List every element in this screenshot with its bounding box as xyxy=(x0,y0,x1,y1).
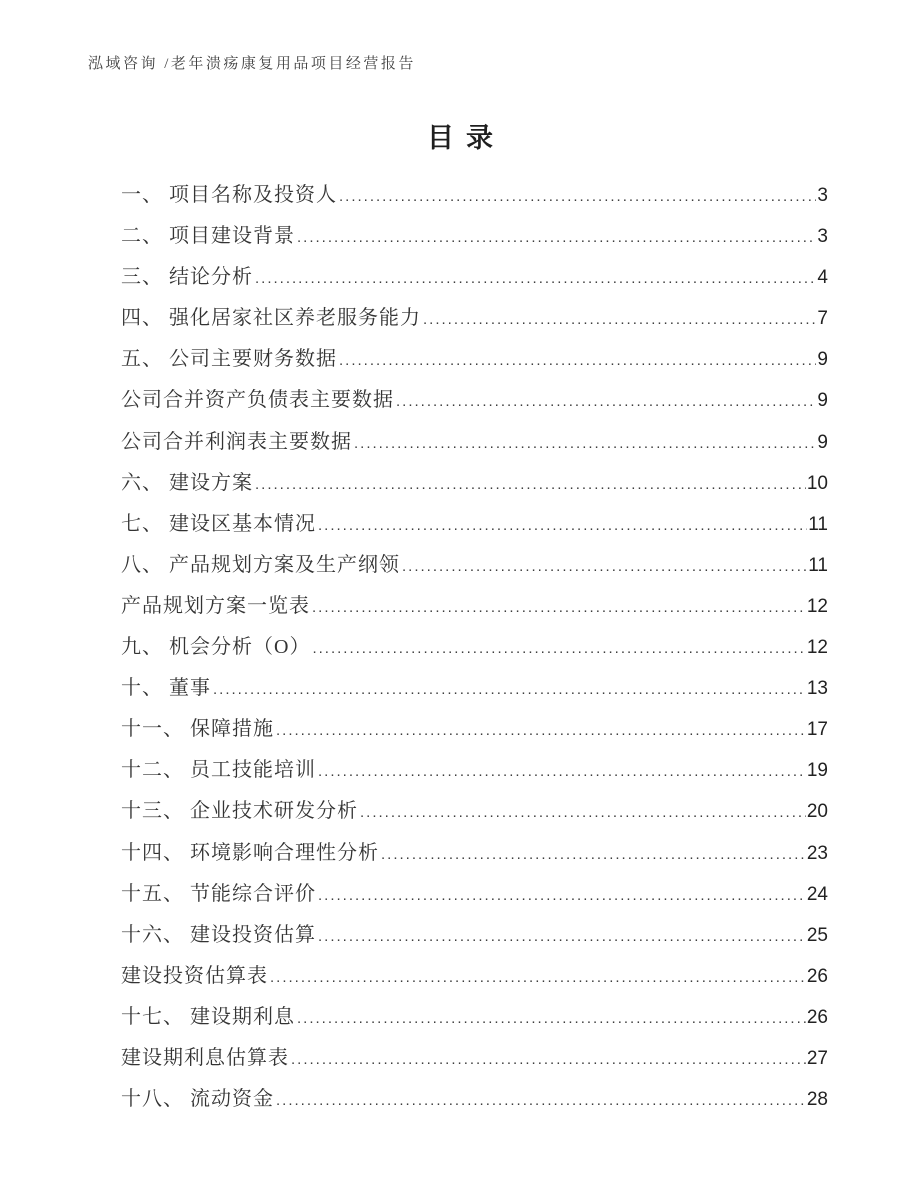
toc-entry[interactable] xyxy=(121,700,828,741)
toc-entry-page: 10 xyxy=(806,472,828,494)
toc-entry-page: 25 xyxy=(806,924,828,946)
toc-leader-dots xyxy=(339,352,816,370)
toc-entry-label: 十八、 流动资金 xyxy=(121,1088,274,1111)
toc-entry-label: 公司合并资产负债表主要数据 xyxy=(121,389,394,412)
toc-entry[interactable] xyxy=(121,371,828,412)
toc-entry-page: 28 xyxy=(806,1089,828,1111)
toc-entry-page: 7 xyxy=(817,308,828,330)
toc-entry-page: 12 xyxy=(806,637,828,659)
toc-entry[interactable] xyxy=(121,536,828,577)
toc-entry-label: 八、 产品规划方案及生产纲领 xyxy=(121,553,400,576)
toc-entry[interactable] xyxy=(121,454,828,495)
toc-entry[interactable] xyxy=(121,1070,828,1111)
toc-leader-dots xyxy=(297,229,816,247)
toc-entry-label: 九、 机会分析（O） xyxy=(121,636,311,659)
toc-entry[interactable] xyxy=(121,248,828,289)
toc-entry-label: 公司合并利润表主要数据 xyxy=(121,430,352,453)
toc-leader-dots xyxy=(276,1092,806,1110)
toc-entry[interactable] xyxy=(121,577,828,618)
toc-entry[interactable] xyxy=(121,166,828,207)
toc-entry[interactable] xyxy=(121,495,828,536)
toc-entry-label: 三、 结论分析 xyxy=(121,266,253,289)
toc-leader-dots xyxy=(354,435,816,453)
toc-leader-dots xyxy=(339,188,816,206)
toc-leader-dots xyxy=(381,846,806,864)
toc-leader-dots xyxy=(423,311,816,329)
toc-entry[interactable] xyxy=(121,330,828,371)
toc-entry-label: 一、 项目名称及投资人 xyxy=(121,184,337,206)
toc-entry[interactable] xyxy=(121,207,828,248)
toc-entry-page: 9 xyxy=(817,390,828,412)
toc-entry-page: 27 xyxy=(806,1047,828,1069)
toc-leader-dots xyxy=(255,476,806,494)
toc-entry-label: 建设期利息估算表 xyxy=(121,1046,289,1069)
toc-entry-label: 产品规划方案一览表 xyxy=(121,594,310,617)
toc-entry-label: 六、 建设方案 xyxy=(121,471,253,494)
toc-leader-dots xyxy=(318,928,806,946)
toc-entry-page: 9 xyxy=(817,349,828,371)
toc-leader-dots xyxy=(255,270,816,288)
toc-entry-page: 13 xyxy=(806,678,828,700)
toc-entry[interactable] xyxy=(121,906,828,947)
toc-leader-dots xyxy=(318,517,807,535)
toc-leader-dots xyxy=(276,722,806,740)
toc-entry-page: 11 xyxy=(808,554,828,576)
toc-entry[interactable] xyxy=(121,988,828,1029)
toc-entry-label: 十六、 建设投资估算 xyxy=(121,923,316,946)
toc-entry[interactable] xyxy=(121,618,828,659)
toc-leader-dots xyxy=(312,599,806,617)
toc-entry-label: 十七、 建设期利息 xyxy=(121,1005,295,1028)
toc-entry-label: 十二、 员工技能培训 xyxy=(121,759,316,782)
toc-entry-page: 12 xyxy=(806,595,828,617)
toc-entry-page: 3 xyxy=(817,185,828,206)
toc-entry-label: 二、 项目建设背景 xyxy=(121,225,295,248)
toc-entry-page: 4 xyxy=(817,267,828,289)
toc-entry[interactable] xyxy=(121,824,828,865)
toc-leader-dots xyxy=(291,1051,806,1069)
toc-entry[interactable] xyxy=(121,865,828,906)
toc-entry[interactable] xyxy=(121,413,828,454)
toc-leader-dots xyxy=(402,558,807,576)
toc-entry-label: 建设投资估算表 xyxy=(121,964,268,987)
toc-entry-page: 20 xyxy=(806,801,828,823)
toc-entry-page: 19 xyxy=(806,760,828,782)
toc-list xyxy=(121,166,828,1111)
toc-entry-label: 十一、 保障措施 xyxy=(121,718,274,741)
toc-entry-page: 3 xyxy=(817,226,828,248)
toc-title: 目录 xyxy=(427,123,505,153)
toc-leader-dots xyxy=(312,640,805,658)
toc-entry-page: 26 xyxy=(806,965,828,987)
toc-entry-page: 9 xyxy=(817,431,828,453)
toc-entry[interactable] xyxy=(121,289,828,330)
toc-entry-label: 十四、 环境影响合理性分析 xyxy=(121,841,379,864)
toc-entry[interactable] xyxy=(121,1029,828,1070)
toc-leader-dots xyxy=(396,393,816,411)
toc-entry-label: 十、 董事 xyxy=(121,677,211,700)
toc-leader-dots xyxy=(213,681,806,699)
toc-leader-dots xyxy=(318,887,806,905)
document-header: 泓域咨询 /老年溃疡康复用品项目经营报告 xyxy=(88,56,416,72)
toc-entry-label: 七、 建设区基本情况 xyxy=(121,512,316,535)
toc-entry-page: 26 xyxy=(806,1006,828,1028)
toc-entry-page: 24 xyxy=(806,883,828,905)
toc-entry-page: 11 xyxy=(808,513,828,535)
toc-entry-label: 四、 强化居家社区养老服务能力 xyxy=(121,307,421,330)
toc-entry-page: 23 xyxy=(806,842,828,864)
toc-leader-dots xyxy=(318,763,806,781)
toc-leader-dots xyxy=(297,1010,806,1028)
toc-entry-label: 十三、 企业技术研发分析 xyxy=(121,800,358,823)
toc-entry-label: 五、 公司主要财务数据 xyxy=(121,348,337,371)
toc-entry[interactable] xyxy=(121,659,828,700)
toc-leader-dots xyxy=(360,804,806,822)
toc-leader-dots xyxy=(270,969,806,987)
toc-entry[interactable] xyxy=(121,947,828,988)
toc-entry-label: 十五、 节能综合评价 xyxy=(121,882,316,905)
toc-entry[interactable] xyxy=(121,741,828,782)
toc-entry-page: 17 xyxy=(806,719,828,741)
toc-entry[interactable] xyxy=(121,782,828,823)
